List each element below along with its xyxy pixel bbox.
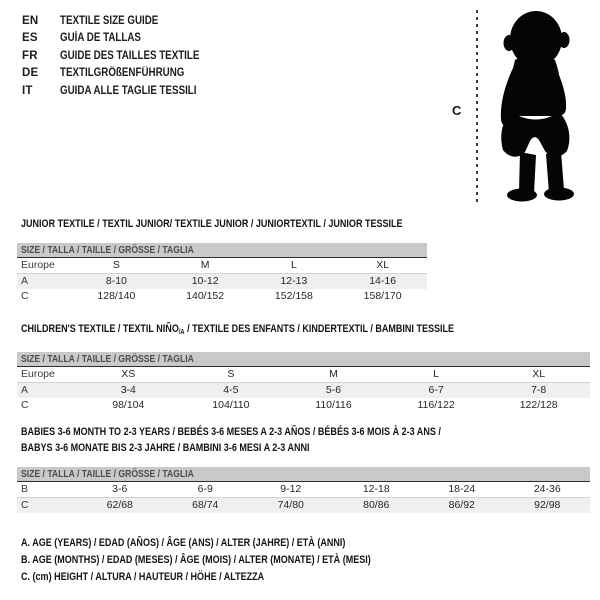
table-cell: 10-12: [191, 275, 219, 287]
row-label: C: [21, 499, 29, 511]
table-cell: 6-7: [428, 384, 444, 396]
row-label: A: [21, 384, 29, 396]
table-cell: 6-9: [197, 483, 213, 495]
row-label: Europe: [21, 259, 55, 271]
nino-a-subscript: /A: [178, 329, 185, 336]
page-title-de: TEXTILGRÖßENFÜHRUNG: [60, 67, 185, 80]
table-cell: 8-10: [105, 275, 127, 287]
language-row-fr: [22, 48, 224, 65]
row-label: B: [21, 483, 29, 495]
junior-size-table: [17, 243, 427, 304]
table-cell: 24-36: [533, 483, 561, 495]
children-size-table: [17, 352, 590, 413]
table-cell: 3-6: [112, 483, 128, 495]
table-cell: M: [200, 259, 210, 271]
table-cell: 7-8: [531, 384, 547, 396]
table-cell: 140/152: [186, 290, 225, 302]
language-row-de: [22, 65, 224, 82]
table-row-age: [17, 383, 590, 398]
language-row-es: [22, 30, 224, 47]
table-row-height: [17, 398, 590, 413]
row-label: C: [21, 399, 29, 411]
table-cell: XL: [376, 259, 390, 271]
table-cell: 12-18: [362, 483, 390, 495]
table-row-age-months: [17, 482, 590, 498]
size-header-bar: SIZE / TALLA / TAILLE / GRÖSSE / TAGLIA: [17, 467, 590, 482]
row-label: Europe: [21, 368, 55, 380]
page-title-fr: GUIDE DES TAILLES TEXTILE: [60, 49, 200, 62]
measurement-legend: [21, 535, 448, 586]
table-cell: 74/80: [277, 499, 304, 511]
size-header-bar: SIZE / TALLA / TAILLE / GRÖSSE / TAGLIA: [17, 243, 427, 258]
table-cell: 116/122: [417, 399, 455, 411]
baby-silhouette-icon: [482, 6, 586, 206]
table-cell: 62/68: [106, 499, 133, 511]
table-cell: M: [329, 368, 338, 380]
table-cell: 86/92: [448, 499, 475, 511]
language-code: EN: [22, 15, 39, 27]
language-code: FR: [22, 49, 38, 62]
table-cell: 152/158: [274, 290, 313, 302]
table-cell: 122/128: [519, 399, 558, 411]
table-row-age: [17, 274, 427, 289]
table-cell: 18-24: [448, 483, 476, 495]
table-cell: 92/98: [534, 499, 561, 511]
table-cell: 3-4: [120, 384, 136, 396]
size-header-bar: SIZE / TALLA / TAILLE / GRÖSSE / TAGLIA: [17, 352, 590, 367]
table-cell: 5-6: [325, 384, 342, 396]
table-cell: 68/74: [192, 499, 219, 511]
table-cell: 80/86: [363, 499, 390, 511]
table-row-europe: [17, 367, 590, 383]
table-row-height: [17, 289, 427, 304]
table-row-height: [17, 498, 590, 513]
legend-line-b: B. AGE (MONTHS) / EDAD (MESES) / ÂGE (MOIS) / ALTER (MONATE) / ETÀ (MESI): [21, 554, 371, 566]
page-title-es: GUÍA DE TALLAS: [60, 32, 141, 45]
table-cell: 12-13: [280, 275, 308, 287]
babies-section-title: BABIES 3-6 MONTH TO 2-3 YEARS / BEBÉS 3-6 MESES A 2-3 AÑOS / BÉBÉS 3-6 MOIS À 2-3 ANS / BABYS 3-6 MONATE BIS 2-3 JAHRE / BAMBINI 3-6 MESI A 2-3 ANNI: [21, 426, 441, 454]
table-cell: S: [227, 368, 235, 380]
table-cell: 110/116: [315, 399, 352, 411]
page-title-it: GUIDA ALLE TAGLIE TESSILI: [60, 84, 197, 97]
row-label: C: [21, 290, 29, 302]
page-title-en: TEXTILE SIZE GUIDE: [60, 15, 159, 27]
table-cell: 158/170: [363, 290, 402, 302]
table-cell: S: [112, 259, 120, 271]
children-section-title: CHILDREN'S TEXTILE / TEXTIL $NIÑO_{/A}$ / TEXTILE DES ENFANTS / KINDERTEXTIL / BAMBINI TESSILE: [21, 323, 455, 336]
table-row-europe: [17, 258, 427, 274]
table-cell: L: [433, 368, 439, 380]
table-cell: 4-5: [223, 384, 239, 396]
table-cell: XS: [121, 368, 136, 380]
table-cell: L: [290, 259, 297, 271]
height-dotted-line: [476, 10, 478, 206]
table-cell: XL: [532, 368, 546, 380]
table-cell: 128/140: [97, 290, 136, 302]
babies-size-table: [17, 467, 590, 513]
language-row-it: [22, 83, 224, 100]
junior-section-title: JUNIOR TEXTILE / TEXTIL JUNIOR/ TEXTILE JUNIOR / JUNIORTEXTIL / JUNIOR TESSILE: [21, 218, 403, 230]
row-label: A: [21, 275, 29, 287]
language-code: IT: [22, 84, 33, 97]
language-row-en: [22, 13, 224, 30]
table-cell: 9-12: [280, 483, 302, 495]
language-code: ES: [22, 32, 38, 45]
table-cell: 104/110: [212, 399, 250, 411]
table-cell: 98/104: [112, 399, 145, 411]
language-code: DE: [22, 67, 39, 80]
legend-line-a: A. AGE (YEARS) / EDAD (AÑOS) / ÂGE (ANS) / ALTER (JAHRE) / ETÀ (ANNI): [21, 537, 346, 549]
table-cell: 14-16: [369, 275, 397, 287]
legend-line-c: C. (cm) HEIGHT / ALTURA / HAUTEUR / HÖHE / ALTEZZA: [21, 571, 265, 583]
height-measure-label: C: [452, 103, 462, 118]
language-title-list: [22, 13, 224, 100]
